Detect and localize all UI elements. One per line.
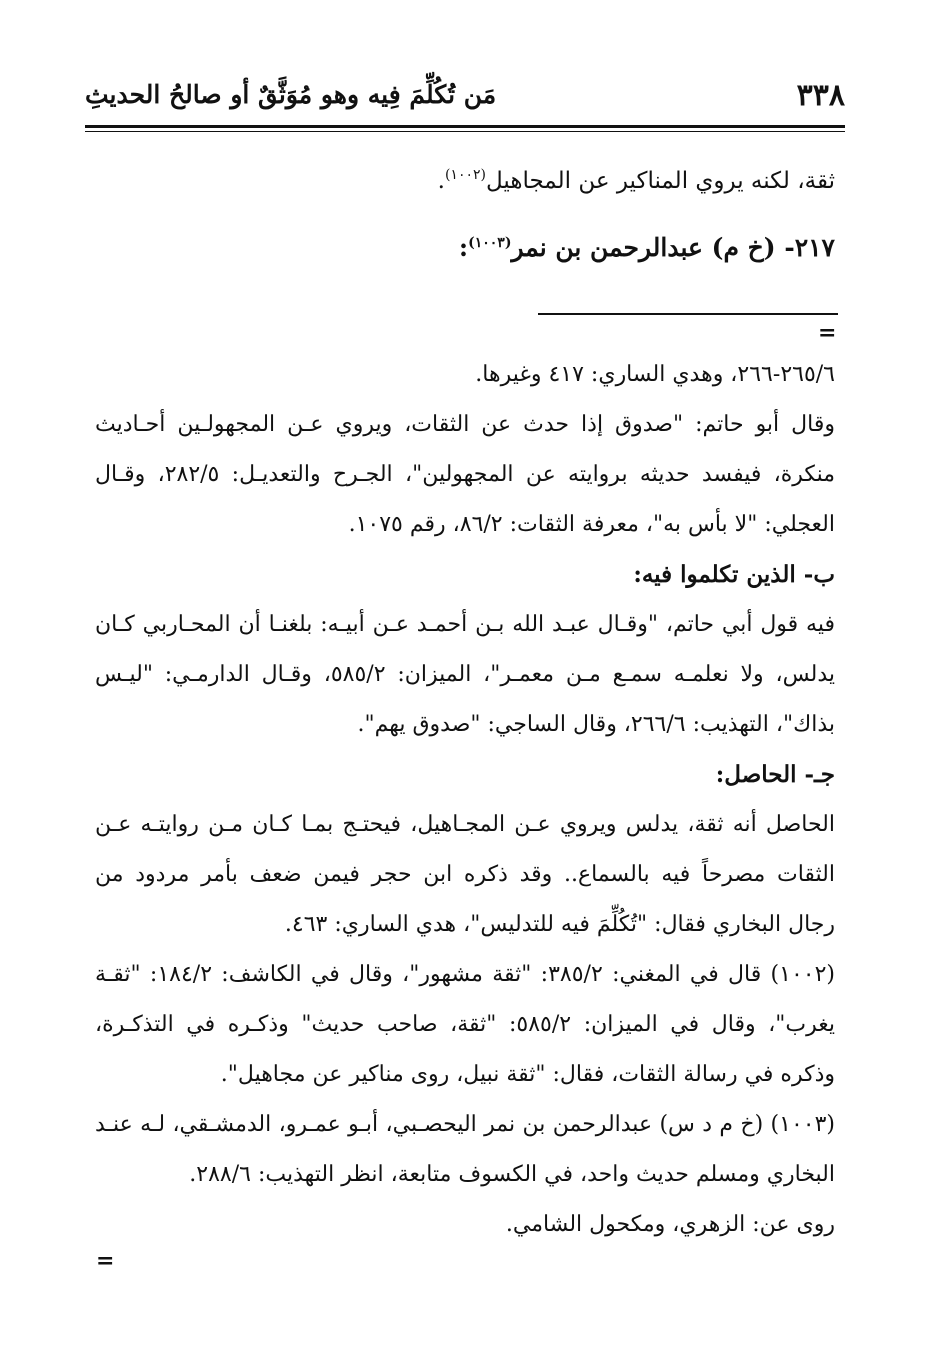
section-c-line: الحاصل أنه ثقة، يدلس ويروي عـن المجـاهيل، فيحتـج بمـا كـان مـن روايتـه عـن [95,812,835,837]
footnote-1002-line: وذكره في رسالة الثقات، فقال: "ثقة نبيل، روى مناكير عن مجاهيل". [220,1062,835,1087]
section-b-line: فيه قول أبي حاتم، "وقـال عبـد الله بـن أحمـد عـن أبيـه: بلغنـا أن المحـاربي كـان [95,612,835,637]
footnote-ref-1003: (١٠٠٣) [468,235,512,251]
footnote-ref-1002: (١٠٠٢) [444,167,486,183]
header-rule-thick [85,125,845,128]
header-rule-thin [85,131,845,132]
section-c-heading: جـ- الحاصل: [715,761,835,788]
section-b-line: بذاك"، التهذيب: ٢٦٦/٦، وقال الساجي: "صدوق يهم". [357,712,835,737]
continuation-mark: = [818,320,837,346]
main-line-text: ثقة، لكنه يروي المناكير عن المجاهيل [485,168,835,194]
footnote-1003-line: (١٠٠٣) (خ م د س) عبدالرحمن بن نمر اليحصـبي، أبـو عمـرو، الدمشـقي، لـه عنـد [95,1112,835,1137]
footnote-separator [538,313,838,315]
footnote-1003-line: البخاري ومسلم حديث واحد، في الكسوف متابعة، انظر التهذيب: ٢٨٨/٦. [189,1162,835,1187]
footnote-1003-line: روى عن: الزهري، ومكحول الشامي. [505,1212,835,1237]
main-text-line [95,150,835,206]
footnote-line: العجلي: "لا بأس به"، معرفة الثقات: ٨٦/٢، رقم ١٠٧٥. [348,512,835,537]
footnote-line: منكرة، فيفسد حديثه بروايته عن المجهولين"، الجـرح والتعديـل: ٢٨٢/٥، وقـال [95,462,835,487]
footnote-1002-line: يغرب"، وقال في الميزان: ٥٨٥/٢: "ثقة، صاحب حديث" وذكـره في التذكـرة، [95,1012,835,1037]
page-number: ٣٣٨ [796,78,845,113]
page-header [85,78,845,124]
footnote-1002-line: (١٠٠٢) قال في المغني: ٣٨٥/٢: "ثقة مشهور"، وقال في الكاشف: ١٨٤/٢: "ثقـة [95,962,835,987]
footnote-line: وقال أبو حاتم: "صدوق إذا حدث عن الثقات، ويروي عـن المجهولـين أحـاديث [95,412,835,437]
entry-heading [95,218,835,273]
main-line-end: . [437,168,445,194]
section-b-line: يدلس، ولا نعلمـه سمـع مـن معمـر"، الميزان: ٥٨٥/٢، وقـال الدارمـي: "ليـس [95,662,836,687]
running-title: مَن تُكُلِّمَ فِيه وهو مُوَثَّقٌ أو صالحُ الحديثِ [85,80,497,109]
entry-heading-text: ٢١٧- (خ م) عبدالرحمن بن نمر [511,233,835,262]
footnote-line: ٢٦٥/٦-٢٦٦، وهدي الساري: ٤١٧ وغيرها. [475,362,835,387]
footnotes-section [95,350,835,1250]
section-c-line: الثقات مصرحاً فيه بالسماع.. وقد ذكره ابن حجر فيمن ضعف بأمر مردود من [95,862,835,887]
entry-heading-end: : [458,233,469,262]
section-c-line: رجال البخاري فقال: "تُكُلِّمَ فيه للتدليس"، هدي الساري: ٤٦٣. [284,912,835,937]
section-b-heading: ب- الذين تكلموا فيه: [633,561,835,588]
end-continuation-mark: = [96,1248,115,1274]
